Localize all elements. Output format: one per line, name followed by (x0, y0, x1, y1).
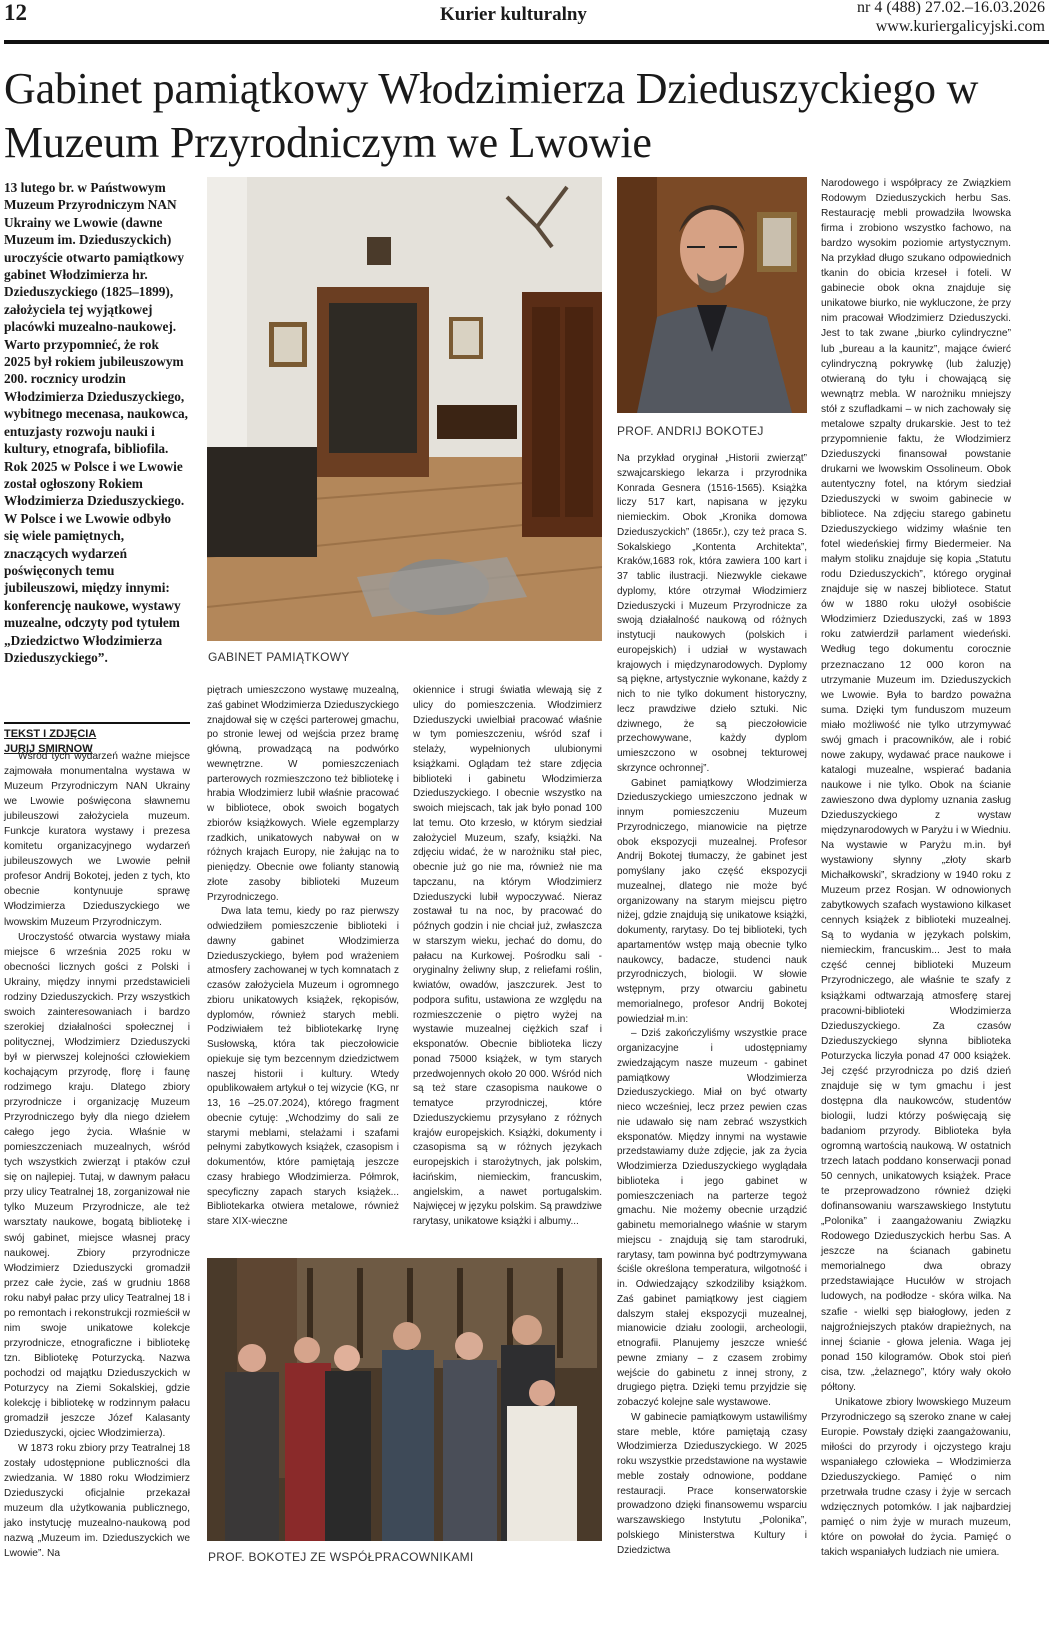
paragraph: Na przykład oryginał „Historii zwierząt” szwajcarskiego lekarza i przyrodnika Konrada Gesnera (1516-1565). Książka liczy 517 kart, napisana w języku niemieckim. Obok „Kronika domowa Dzieduszyckich” (1865r.), czy też praca S. Sokalskiego „Kontenta Architekta”, Kraków,1683 rok, która zawiera 100 kart i 37 tablic ilustracji. Niezwykle ciekawe dyplomy, które otrzymał Włodzimierz Dzieduszycki i Muzeum Przyrodnicze za swoją działalność naukową od różnych instytucji naukowych (polskich i europejskich) i udział w wystawach krajowych i międzynarodowych. Dyplomy są piękne, artystycznie wykonane, każdy z nich to nie tylko dokument historyczny, lecz prawdziwe dzieło sztuki. Nic dziwnego, że są pieczołowicie przechowywane, każdy dyplom umieszczono w osobnej tekturowej skrzynce ochronnej”. (617, 453, 807, 774)
paragraph: – Dziś zakończyliśmy wszystkie prace organizacyjne i udostępniamy zwiedzającym nasze muzeum - gabinet pamiątkowy Włodzimierza Dzieduszyckiego. Miał on być otwarty nieco wcześniej, lecz przez pewien czas nie udawało się nam zebrać wszystkich eksponatów. Między innymi na wystawie przedstawiamy duże zdjęcie, jak za życia Włodzimierza Dzieduszyckiego wyglądała biblioteka i jego gabinet w pomieszczeniach na parterze tegoż gmachu. Nie możemy obecnie urządzić gabinetu memorialnego właśnie w starym miejscu - znajdują się tam starodruki, rarytasy, tam powinna być podtrzymywana ściśle określona temperatura, wilgotność i in. Odwiedzający szkodziliby książkom. Zaś gabinet pamiątkowy jest ciągiem dalszym stałej ekspozycji muzealnej, mianowicie działu zoologii, archeologii, etnografii. Planujemy jeszcze wnieść pewne zmiany – z czasem zrobimy wejście do gabinetu z innej strony, z drugiego piętra. Dzięki temu przyjdzie się zobaczyć kolejne sale wystawowe. (617, 1028, 807, 1408)
paragraph: Wśród tych wydarzeń ważne miejsce zajmowała monumentalna wystawa w Muzeum Przyrodniczym NAN Ukrainy we Lwowie poświęcona sławnemu jubileuszowi założyciela muzeum. Funkcje kuratora wystawy i prezesa komitetu organizacyjnego wydarzeń jubileuszowych we Lwowie pełnił profesor Andrij Bokotej, jeden z tych, kto obecnie kontynuuje sprawę Włodzimierza Dzieduszyckiego we lwowskim Muzeum Przyrodniczym. (4, 751, 190, 928)
paragraph: W 1873 roku zbiory przy Teatralnej 18 zostały udostępnione publiczności dla zwiedzania. W 1880 roku Włodzimierz Dzieduszycki oficjalnie przekazał muzeum dla użytkowania publicznego, jako instytucję muzealno-naukową pod nazwą „Muzeum im. Dzieduszyckich we Lwowie”. Na (4, 1443, 190, 1560)
column-1 (4, 749, 190, 1562)
photo-group-colleagues (207, 1258, 602, 1541)
paragraph: Unikatowe zbiory lwowskiego Muzeum Przyrodniczego są szeroko znane w całej Europie. Powstały dzięki zaangażowaniu, miłości do przyrody i ojczystego kraju wspaniałego człowieka – Włodzimierza Dzieduszyckiego. Pamięć o nim przetrwała trudne czasy i żyje w sercach wdzięcznych potomków. I jak najbardziej pamięć o nim żyje w murach muzeum, które on powołał do życia. Pamięć o takich wspaniałych ludziach nie umiera. (821, 1396, 1011, 1559)
photo-caption: PROF. ANDRIJ BOKOTEJ (617, 424, 764, 438)
paragraph: piętrach umieszczono wystawę muzealną, zaś gabinet Włodzimierza Dzieduszyckiego znajdował się w części parterowej gmachu, po stronie lewej od wejścia przez bramę główną, prowadzącą na podwórko wewnętrzne. W pomieszczeniach parterowych rozmieszczono też bibliotekę i hrabia Włodzimierz lubił właśnie pracować w bibliotece, obok swoich bogatych zbiorów książkowych. Wiele egzemplarzy rzadkich, unikatowych nabywał on w różnych krajach Europy, nie żałując na to pieniędzy. Obecnie owe folianty stanowią złote zasoby biblioteki Muzeum Przyrodniczego. (207, 685, 399, 903)
paragraph: W gabinecie pamiątkowym ustawiliśmy stare meble, które pamiętają czasy Włodzimierza Dzieduszyckiego. W 2025 roku wszystkie przedstawione na wystawie meble zostały odnowione, poddane restauracji. Prace konserwatorskie prowadzono dzięki finansowemu wsparciu warszawskiego Instytutu „Polonika”, polskiego Ministerstwa Kultury i Dziedzictwa (617, 1411, 807, 1556)
column-2 (207, 684, 399, 1230)
article-title: Gabinet pamiątkowy Włodzimierza Dzieduszyckiego w Muzeum Przyrodniczym we Lwowie (4, 64, 979, 167)
photo-memorial-cabinet (207, 177, 602, 641)
masthead: Kurier kulturalny (440, 4, 587, 25)
paragraph: Gabinet pamiątkowy Włodzimierza Dzieduszyckiego umieszczono jednak w innym pomieszczeniu Muzeum Przyrodniczego, mianowicie na piętrze obok ekspozycji muzealnej. Profesor Andrij Bokotej tłumaczy, że gabinet jest pomyślany jako część ekspozycji muzealnej, dlatego nie może być organizowany na starym miejscu piętro niżej, gdzie znajdują się unikatowe książki, dokumenty, rarytasy. Do tej biblioteki, tych apartamentów wstęp mają obecnie tylko naukowcy, badacze, studenci nauk przyrodniczych, biologii. W słowie wstępnym, przy otwarciu gabinetu memorialnego, profesor Andrij Bokotej powiedział m.in: (617, 777, 807, 1025)
photo-caption: GABINET PAMIĄTKOWY (208, 650, 350, 664)
issue-info (857, 0, 1045, 36)
credit-label: TEKST I ZDJĘCIA (4, 728, 97, 740)
article-lead: 13 lutego br. w Państwowym Muzeum Przyrodniczym NAN Ukrainy we Lwowie (dawne Muzeum im. Dzieduszyckich) uroczyście otwarto pamiątkowy gabinet Włodzimierza hr. Dzieduszyckiego (1825–1899), założyciela tej wyjątkowej placówki muzealno-naukowej. Warto przypomnieć, że rok 2025 był rokiem jubileuszowym 200. rocznicy urodzin Włodzimierza Dzieduszyckiego, wybitnego mecenasa, naukowca, entuzjasty rozwoju nauki i kultury, etnografa, bibliofila. Rok 2025 w Polsce i we Lwowie został ogłoszony Rokiem Włodzimierza Dzieduszyckiego. W Polsce i we Lwowie odbyło się wiele pamiętnych, znaczących wydarzeń poświęconych temu jubileuszowi, między innymi: konferencję naukowe, wystawy muzealne, odczyty pod tytułem „Dziedzictwo Włodzimierza Dzieduszyckiego”. (4, 180, 188, 665)
column-3 (413, 684, 602, 1230)
photo-prof-bokotej (617, 177, 807, 413)
column-4 (617, 452, 807, 1558)
website-link[interactable]: www.kuriergalicyjski.com (875, 18, 1045, 35)
lead-divider (4, 722, 190, 724)
paragraph: okiennice i strugi światła wlewają się z ulicy do pomieszczenia. Włodzimierz Dzieduszycki uwielbiał pracować właśnie w tym pomieszczeniu, wśród szaf i stelaży, wypełnionych ulubionymi książkami. Oglądam też stare zdjęcia biblioteki i gabinetu Włodzimierza Dzieduszyckiego. I obecnie wszystko na swoich miejscach, tak jak było ponad 100 lat temu. Oto krzesło, w którym siedział założyciel Muzeum, szafy, książki. Na zdjęciu widać, że w narożniku stał piec, obecnie już go nie ma, również nie ma tapczanu, na którym Włodzimierz Dzieduszycki lubił wypoczywać. Nieraz zostawał tu na noc, by pracować do późnych godzin i nie chciał już, zwłaszcza w starszym wieku, jechać do domu, do pałacu na Kurkowej. Pośrodku sali - oryginalny żeliwny słup, z reliefami roślin, kwiatów, owadów, jaszczurek. Jest to podpora sufitu, ustawiona ze względu na rozmieszczenie o piętro wyżej na wystawie muzealnej ciężkich szaf i eksponatów. Obecnie biblioteka liczy ponad 75000 książek, w tym starych przedwojennych około 20 000. Wśród nich są też stare czasopisma naukowe o tematyce przyrodniczej, które Dzieduszyckiemu przysyłano z różnych krajów europejskich. Książki, dokumenty i czasopisma są w różnych językach europejskich i starożytnych, jak polskim, łacińskim, niemieckim, francuskim, angielskim, a nawet portugalskim. Najwięcej w języku polskim. Są prawdziwe rarytasy, unikatowe książki i albumy... (413, 685, 602, 1227)
column-5 (821, 176, 1011, 1560)
issue-number: nr 4 (488) 27.02.–16.03.2026 (857, 0, 1045, 16)
paragraph: Dwa lata temu, kiedy po raz pierwszy odwiedziłem pomieszczenie biblioteki i dawny gabinet Włodzimierza Dzieduszyckiego, byłem pod wrażeniem atmosfery zachowanej w tych komnatach z czasów założyciela Muzeum i ogromnego zbioru unikatowych książek, rękopisów, dyplomów, również starych mebli. Podziwiałem też bibliotekarkę Irynę Susłowską, która tak pieczołowicie opiekuje się tym bezcennym dziedzictwem naszej historii i kultury. Wtedy opublikowałem artykuł o tej wizycie (KG, nr 13, 16 –25.07.2024), którego fragment obecnie cytuję: „Wchodzimy do sali ze starymi meblami, stelażami i szafami pełnymi zabytkowych książek, czasopism i dokumentów, które pamiętają jeszcze czasy hrabiego Włodzimierza. Półmrok, specyficzny zapach starych książek... Bibliotekarka otwiera metalowe, również stare XIX-wieczne (207, 906, 399, 1227)
credit-author: JURIJ SMIRNOW (4, 742, 93, 755)
photo-caption: PROF. BOKOTEJ ZE WSPÓŁPRACOWNIKAMI (208, 1550, 474, 1564)
header-rule (4, 40, 1049, 44)
page-number: 12 (4, 0, 27, 25)
paragraph: Uroczystość otwarcia wystawy miała miejsce 6 września 2025 roku w obecności licznych gości z Polski i Ukrainy, między innymi przedstawicieli rodziny Dzieduszyckich. Przy wszystkich swoich zainteresowaniach i bardzo szerokiej działalności społecznej i politycznej, Włodzimierz Dzieduszycki był w pierwszej kolejności człowiekiem kochającym przyrodę, florę i faunę rodzimego kraju. Dlatego zbiory przyrodnicze i organizację Muzeum Przyrodniczego były dla niego dziełem całego jego życia. Właśnie w pomieszczeniach muzealnych, wśród tych wszystkich zwierząt i ptaków czuł się on najlepiej. Tutaj, w dawnym pałacu przy ulicy Teatralnej 18, zorganizował nie tylko Muzeum Przyrodnicze, ale też warsztaty naukowe, bogatą bibliotekę i swój gabinet, miejsce własnej pracy naukowej. Zbiory przyrodnicze Włodzimierz Dzieduszycki gromadził przez całe życie, zaś w grudniu 1868 roku nabył pałac przy ulicy Teatralnej 18 i po remontach i rekonstrukcji rozmieścił w nim swoje unikatowe kolekcje przyrodnicze, etnograficzne i bibliotekę tzn. Bibliotekę Poturzycką. Nazwa pochodzi od majątku Dzieduszyckich w Poturzycy na Ziemi Sokalskiej, gdzie kolekcję i bibliotekę w rodzinnym pałacu gromadził jeszcze Józef Kalasanty Dzieduszycki, ojciec Włodzimierza). (4, 931, 190, 1440)
paragraph: Narodowego i współpracy ze Związkiem Rodowym Dzieduszyckich herbu Sas. Restaurację mebli prowadziła lwowska firma i zrobiono wszystko fachowo, na bardzo wysokim poziomie artystycznym. Na przykład długo szukano odpowiednich tkanin do obicia krzeseł i foteli. W gabinecie obok okna znajduje się unikatowe biurko, nie wykluczone, że przy nim pracował Włodzimierz Dzieduszycki. Jest to tak zwane „biurko cylindryczne” lub „bureau a la kaunitz”, mające ćwierć cylindryczną pokrywkę (lub żaluzję) otwieraną do tyłu i chowającą się wewnątrz mebla. W narożniku mniejszy stół z szufladkami – w nich zachowały się metalowe szpalty drukarskie. Jest to też przypomnienie faktu, że Włodzimierz Dzieduszycki finansował powstanie drukarni we lwowskim Ossolineum. Obok autentyczny fotel, na którym siedział Dzieduszycki w swoim gabinecie w bibliotece. Na zdjęciu starego gabinetu Dzieduszyckiego widzimy właśnie ten fotel wiedeńskiej firmy Biedermeier. Na małym stoliku znajduje się kopia „Statutu rodu Dzieduszyckich”, którego oryginał znajduje się w naszej bibliotece. Statut ów w 1880 roku ułożył osobiście Włodzimierz Dzieduszycki, zaś w 1893 roku zatwierdził parlament wiedeński. Według tego dokumentu corocznie przeznaczano 12 000 koron na utrzymanie Muzeum im. Dzieduszyckich we Lwowie. Była to bardzo poważna suma. Dzięki tym funduszom muzeum miało możliwość nie tylko utrzymywać swój gmach i pracowników, ale i robić nowe zakupy, wydawać prace naukowe i katalogi muzealne, wspierać badania naukowe i nie tylko. Obok na ścianie zawieszono dwa dyplomy uznania zasług Dzieduszyckiego z wystaw międzynarodowych w Paryżu i w Wiedniu. Na wystawie w Paryżu m.in. był wystawiony słynny „złoty skarb Michałkowski”, skradziony w 1940 roku z Muzeum przez Rosjan. W odnowionych zabytkowych szafach wystawiono kilkaset cennych książek z biblioteki muzealnej. Są to wydania w językach polskim, niemieckim, francuskim... Jest to mała część cennej biblioteki Muzeum Przyrodniczego, ale właśnie te szafy z książkami odtwarzają atmosferę starej pracowni-biblioteki Włodzimierza Dzieduszyckiego. Za czasów Dzieduszyckiego słynna biblioteka Poturzycka liczyła ponad 47 000 książek. Jej część przyrodnicza po dziś dzień znajduje się w tym gmachu i jest dostępna dla naukowców, studentów biologii, ludzi którzy poświęcają się badaniom przyrody. Biblioteka była ogromną wartością naukową. W ostatnich trzech latach poddano konserwacji ponad 50 cennych, unikatowych książek. Prace te przeprowadzono również dzięki dofinansowaniu warszawskiego Instytutu „Polonika” i zaangażowaniu Związku Rodowego Dzieduszyckich herbu Sas. A jeszcze na ścianach gabinetu memorialnego dwa obrazy przedstawiające Hucułów w strojach ludowych, na podłodze - skóra wilka. Na szafie - wielki sęp białogłowy, jeden z najgroźniejszych ptaków drapieżnych, na innej ścianie - głowa jelenia. Waga jej ponad 150 kilogramów. Obok stoi pień cisa, tzw. „żelaznego”, który wały około półtony. (821, 178, 1011, 1393)
